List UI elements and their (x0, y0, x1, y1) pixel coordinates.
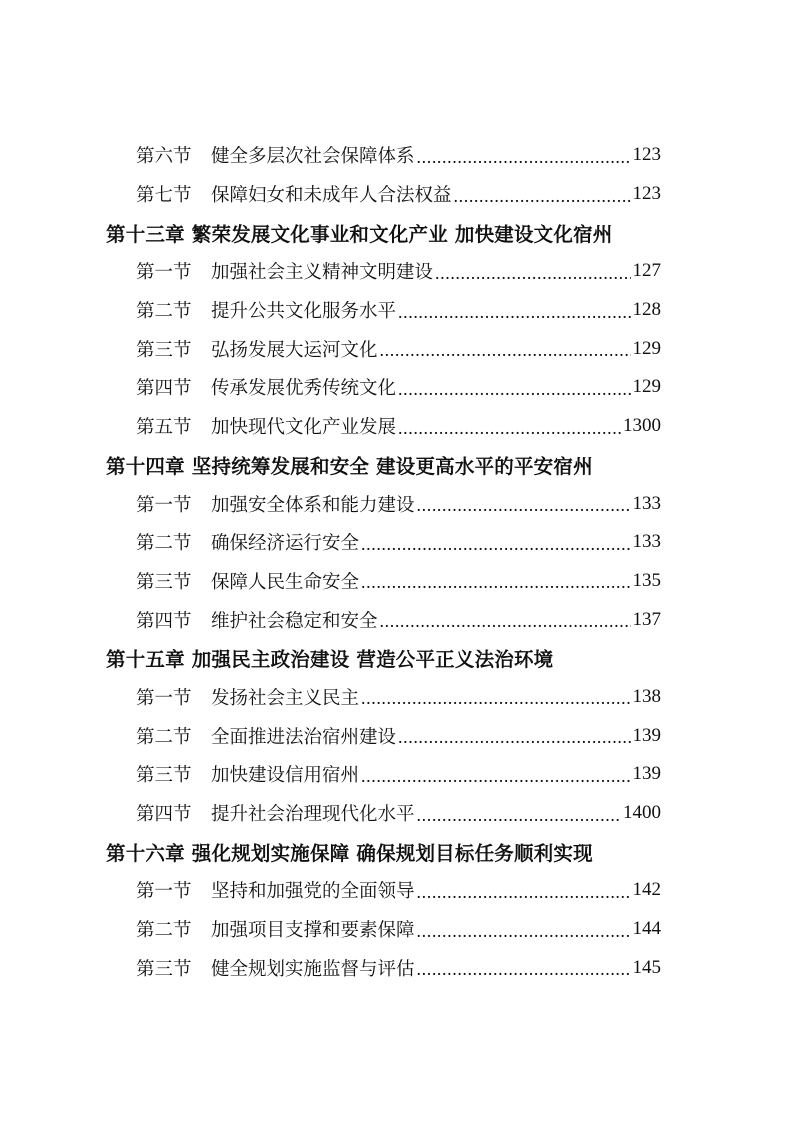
dot-leader (417, 805, 621, 826)
toc-section[interactable] (0, 291, 793, 330)
toc-section[interactable] (0, 678, 793, 717)
toc-section[interactable] (0, 600, 793, 639)
section-number: 第二节 (136, 533, 192, 555)
page-number: 127 (632, 260, 661, 282)
section-title: 提升社会治理现代化水平 (211, 804, 415, 826)
page-number: 1400 (623, 802, 661, 824)
toc-section[interactable] (0, 716, 793, 755)
section-number: 第六节 (136, 146, 192, 168)
toc-section[interactable] (0, 136, 793, 175)
section-number: 第二节 (136, 301, 192, 323)
section-title: 健全多层次社会保障体系 (211, 146, 415, 168)
page-number: 129 (632, 376, 661, 398)
page-number: 135 (632, 569, 661, 591)
page-number: 123 (632, 183, 661, 205)
section-title: 传承发展优秀传统文化 (211, 378, 397, 400)
chapter-title: 第十四章 坚持统筹发展和安全 建设更高水平的平安宿州 (106, 454, 593, 478)
dot-leader (454, 186, 631, 207)
section-number: 第四节 (136, 378, 192, 400)
toc-section[interactable] (0, 910, 793, 949)
section-title: 确保经济运行安全 (211, 533, 360, 555)
page-number: 129 (632, 337, 661, 359)
section-number: 第三节 (136, 339, 192, 361)
section-title: 保障妇女和未成年人合法权益 (211, 185, 452, 207)
page-number: 139 (632, 763, 661, 785)
section-number: 第一节 (136, 881, 192, 903)
page-number: 139 (632, 724, 661, 746)
toc-section[interactable] (0, 329, 793, 368)
section-title: 维护社会稳定和安全 (211, 610, 378, 632)
dot-leader (361, 534, 630, 555)
dot-leader (361, 572, 630, 593)
section-title: 加强社会主义精神文明建设 (211, 262, 434, 284)
section-number: 第一节 (136, 494, 192, 516)
chapter-title: 第十六章 强化规划实施保障 确保规划目标任务顺利实现 (106, 841, 593, 865)
toc-chapter-heading[interactable] (0, 832, 793, 871)
section-number: 第四节 (136, 610, 192, 632)
dot-leader (435, 263, 630, 284)
section-number: 第三节 (136, 571, 192, 593)
page-number: 123 (632, 144, 661, 166)
dot-leader (398, 727, 630, 748)
toc-section[interactable] (0, 794, 793, 833)
dot-leader (361, 688, 630, 709)
section-title: 坚持和加强党的全面领导 (211, 881, 415, 903)
dot-leader (417, 882, 631, 903)
section-number: 第一节 (136, 687, 192, 709)
chapter-title: 第十五章 加强民主政治建设 营造公平正义法治环境 (106, 648, 554, 672)
dot-leader (380, 611, 631, 632)
section-number: 第四节 (136, 804, 192, 826)
section-number: 第七节 (136, 185, 192, 207)
section-title: 弘扬发展大运河文化 (211, 339, 378, 361)
toc-section[interactable] (0, 948, 793, 987)
toc-section[interactable] (0, 484, 793, 523)
section-title: 加强安全体系和能力建设 (211, 494, 415, 516)
toc-chapter-heading[interactable] (0, 639, 793, 678)
page-number: 137 (632, 608, 661, 630)
section-title: 健全规划实施监督与评估 (211, 958, 415, 980)
toc-section[interactable] (0, 562, 793, 601)
page-number: 1300 (623, 415, 661, 437)
page-number: 133 (632, 531, 661, 553)
dot-leader (398, 379, 630, 400)
page-number: 133 (632, 492, 661, 514)
toc-chapter-heading[interactable] (0, 213, 793, 252)
section-title: 发扬社会主义民主 (211, 687, 360, 709)
section-number: 第三节 (136, 765, 192, 787)
section-number: 第三节 (136, 958, 192, 980)
toc-section[interactable] (0, 755, 793, 794)
dot-leader (380, 340, 631, 361)
section-title: 提升公共文化服务水平 (211, 301, 397, 323)
dot-leader (417, 921, 631, 942)
page-number: 145 (632, 956, 661, 978)
section-number: 第二节 (136, 726, 192, 748)
dot-leader (417, 959, 631, 980)
section-title: 保障人民生命安全 (211, 571, 360, 593)
table-of-contents (0, 136, 793, 987)
section-number: 第五节 (136, 417, 192, 439)
dot-leader (417, 495, 631, 516)
toc-section[interactable] (0, 407, 793, 446)
toc-section[interactable] (0, 175, 793, 214)
section-title: 加快现代文化产业发展 (211, 417, 397, 439)
page-number: 128 (632, 299, 661, 321)
toc-section[interactable] (0, 871, 793, 910)
chapter-title: 第十三章 繁荣发展文化事业和文化产业 加快建设文化宿州 (106, 222, 613, 246)
page-number: 144 (632, 918, 661, 940)
dot-leader (398, 302, 630, 323)
section-title: 加快建设信用宿州 (211, 765, 360, 787)
toc-chapter-heading[interactable] (0, 446, 793, 485)
toc-section[interactable] (0, 368, 793, 407)
section-title: 全面推进法治宿州建设 (211, 726, 397, 748)
toc-section[interactable] (0, 523, 793, 562)
section-title: 加强项目支撑和要素保障 (211, 920, 415, 942)
toc-section[interactable] (0, 252, 793, 291)
page-number: 138 (632, 685, 661, 707)
dot-leader (417, 147, 631, 168)
page-number: 142 (632, 879, 661, 901)
section-number: 第一节 (136, 262, 192, 284)
section-number: 第二节 (136, 920, 192, 942)
dot-leader (398, 418, 621, 439)
dot-leader (361, 766, 630, 787)
